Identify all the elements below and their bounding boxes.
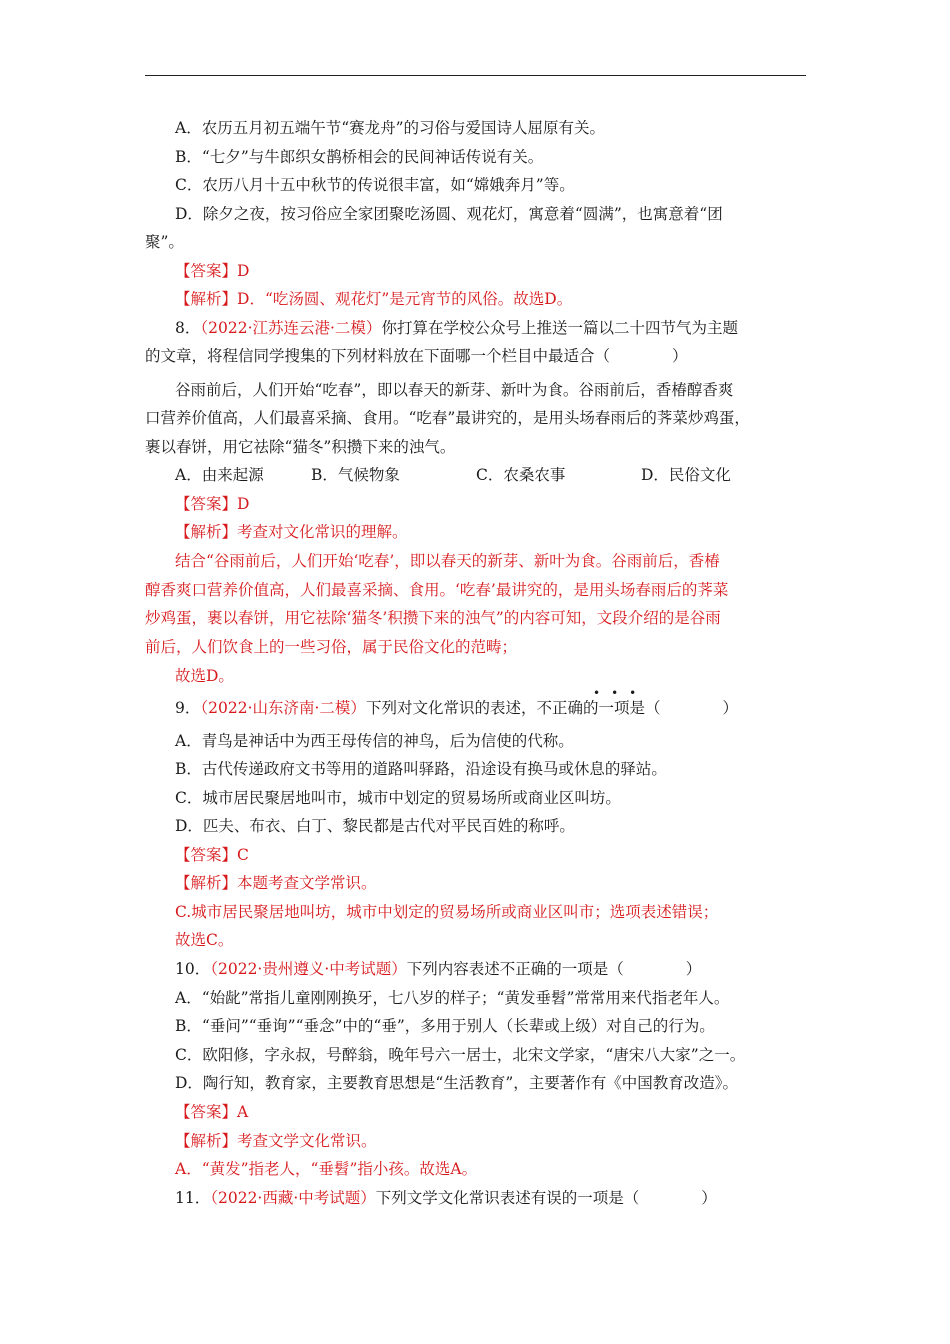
q9-option-b: B．古代传递政府文书等用的道路叫驿路，沿途设有换马或休息的驿站。 <box>175 760 667 778</box>
analysis-label: 【解析】 <box>175 874 238 892</box>
analysis-text: 考查文学文化常识。 <box>237 1132 377 1150</box>
q8-option-d: D．民俗文化 <box>641 466 731 484</box>
q7-analysis <box>175 289 572 309</box>
analysis-label: 【解析】 <box>175 523 238 541</box>
q10-option-d: D．陶行知，教育家，主要教育思想是“生活教育”，主要著作有《中国教育改造》。 <box>175 1074 739 1092</box>
q9-option-d: D．匹夫、布衣、白丁、黎民都是古代对平民百姓的称呼。 <box>175 817 575 835</box>
q9-conclusion: 故选C。 <box>175 931 234 949</box>
question-number: 9． <box>175 699 201 717</box>
question-source: （2022·贵州遵义·中考试题） <box>210 960 407 978</box>
q10-explanation: A．“黄发”指老人，“垂髫”指小孩。故选A。 <box>175 1160 478 1178</box>
q9-stem <box>175 698 738 718</box>
answer-value: A <box>237 1103 249 1121</box>
q11-stem <box>175 1188 717 1208</box>
q10-option-a: A．“始龀”常指儿童刚刚换牙，七八岁的样子；“黄发垂髫”常常用来代指老年人。 <box>175 989 730 1007</box>
q8-options <box>175 465 731 485</box>
q7-option-d-continued: 聚”。 <box>145 233 184 251</box>
q9-answer <box>175 845 249 865</box>
q10-answer <box>175 1102 248 1122</box>
question-source: （2022·江苏连云港·二模） <box>200 319 382 337</box>
question-stem: 下列内容表述不正确的一项是（ ） <box>406 960 702 978</box>
answer-value: D <box>237 495 250 513</box>
answer-value: C <box>237 846 249 864</box>
q10-option-c: C．欧阳修，字永叔，号醉翁，晚年号六一居士，北宋文学家，“唐宋八大家”之一。 <box>175 1046 746 1064</box>
q8-option-c: C．农桑农事 <box>476 466 566 484</box>
q8-stem <box>175 318 738 338</box>
q10-option-b: B．“垂问”“垂询”“垂念”中的“垂”，多用于别人（长辈或上级）对自己的行为。 <box>175 1017 715 1035</box>
q10-stem <box>175 959 701 979</box>
q8-explanation-line-2: 醇香爽口营养价值高，人们最喜采摘、食用。‘吃春’最讲究的，是用头场春雨后的荠菜 <box>145 581 729 599</box>
question-number: 11． <box>175 1189 211 1207</box>
question-stem: 下列对文化常识的表述，不正确的一项是（ ） <box>365 699 738 717</box>
analysis-text: 考查对文化常识的理解。 <box>237 523 408 541</box>
answer-label: 【答案】 <box>175 1103 238 1121</box>
question-source: （2022·西藏·中考试题） <box>210 1189 376 1207</box>
question-stem: 下列文学文化常识表述有误的一项是（ ） <box>375 1189 717 1207</box>
q9-option-a: A．青鸟是神话中为西王母传信的神鸟，后为信使的代称。 <box>175 732 574 750</box>
answer-value: D <box>237 262 250 280</box>
analysis-label: 【解析】 <box>175 290 238 308</box>
analysis-text: 本题考查文学常识。 <box>237 874 377 892</box>
q8-option-a: A．由来起源 <box>175 466 264 484</box>
q8-passage-line-2: 口营养价值高，人们最喜采摘、食用。“吃春”最讲究的，是用头场春雨后的荠菜炒鸡蛋， <box>145 409 750 427</box>
analysis-text: D．“吃汤圆、观花灯”是元宵节的风俗。故选D。 <box>237 290 573 308</box>
q9-analysis <box>175 873 377 893</box>
analysis-label: 【解析】 <box>175 1132 238 1150</box>
answer-label: 【答案】 <box>175 846 238 864</box>
emphasis-dots: ••• <box>593 686 648 700</box>
q7-option-b: B．“七夕”与牛郎织女鹊桥相会的民间神话传说有关。 <box>175 148 544 166</box>
question-number: 8． <box>175 319 201 337</box>
q10-analysis <box>175 1131 377 1151</box>
q8-option-b: B．气候物象 <box>311 466 400 484</box>
q7-answer <box>175 261 249 281</box>
question-source: （2022·山东济南·二模） <box>200 699 366 717</box>
q8-explanation-line-1: 结合“谷雨前后，人们开始‘吃春’，即以春天的新芽、新叶为食。谷雨前后，香椿 <box>175 552 720 570</box>
q8-conclusion: 故选D。 <box>175 667 234 685</box>
q8-explanation-line-3: 炒鸡蛋，裹以春饼，用它祛除‘猫冬’积攒下来的浊气”的内容可知，文段介绍的是谷雨 <box>145 609 721 627</box>
q9-explanation: C.城市居民聚居地叫坊，城市中划定的贸易场所或商业区叫市；选项表述错误； <box>175 903 719 921</box>
header-rule <box>145 75 806 76</box>
q8-analysis <box>175 522 408 542</box>
question-number: 10． <box>175 960 211 978</box>
q7-option-d: D．除夕之夜，按习俗应全家团聚吃汤圆、观花灯，寓意着“圆满”，也寓意着“团 <box>175 205 723 223</box>
q7-option-c: C．农历八月十五中秋节的传说很丰富，如“嫦娥奔月”等。 <box>175 176 575 194</box>
q7-option-a: A．农历五月初五端午节“赛龙舟”的习俗与爱国诗人屈原有关。 <box>175 119 606 137</box>
q8-stem-continued: 的文章，将程信同学搜集的下列材料放在下面哪一个栏目中最适合（ ） <box>145 347 688 365</box>
question-stem: 你打算在学校公众号上推送一篇以二十四节气为主题 <box>381 319 738 337</box>
q9-option-c: C．城市居民聚居地叫市，城市中划定的贸易场所或商业区叫坊。 <box>175 789 621 807</box>
q8-answer <box>175 494 249 514</box>
q8-explanation-line-4: 前后，人们饮食上的一些习俗，属于民俗文化的范畴； <box>145 638 518 656</box>
q8-passage-line-1: 谷雨前后，人们开始“吃春”，即以春天的新芽、新叶为食。谷雨前后，香椿醇香爽 <box>175 381 734 399</box>
q8-passage-line-3: 裹以春饼，用它祛除“猫冬”积攒下来的浊气。 <box>145 438 456 456</box>
answer-label: 【答案】 <box>175 495 238 513</box>
answer-label: 【答案】 <box>175 262 238 280</box>
